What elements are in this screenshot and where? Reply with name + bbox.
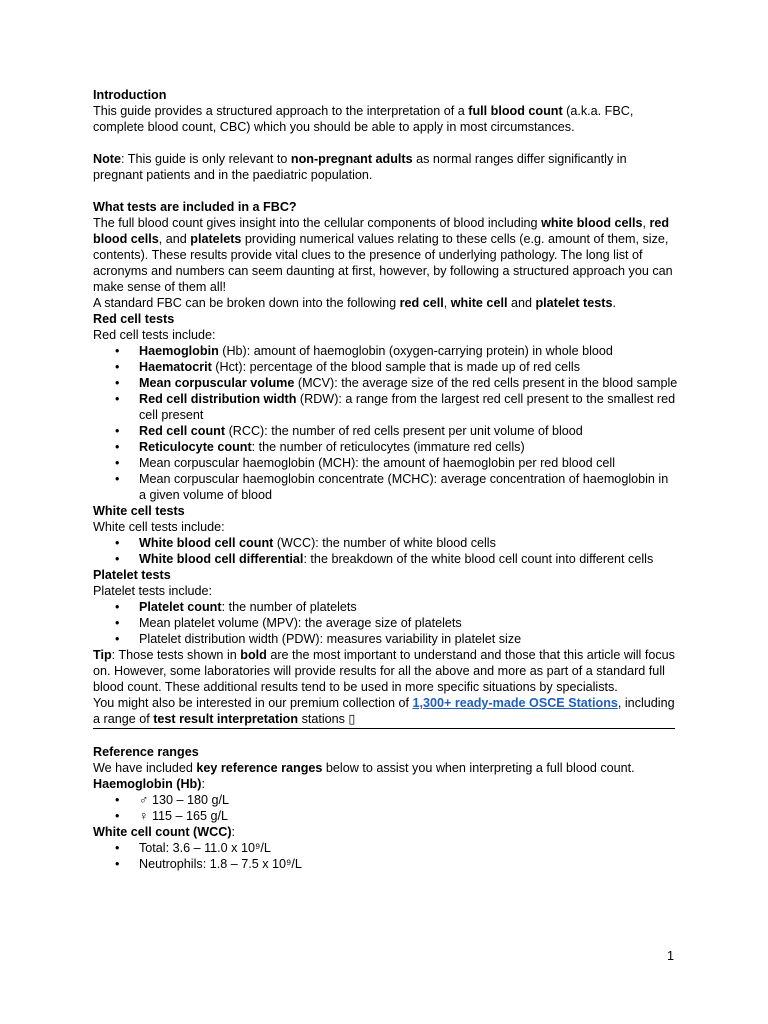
list-item: • Mean corpuscular volume (MCV): the average size of the red cells present in the blood sample: [93, 375, 678, 391]
list-item: • Platelet count: the number of platelets: [93, 599, 678, 615]
white-cell-intro: White cell tests include:: [93, 520, 225, 534]
list-item: • Reticulocyte count: the number of reticulocytes (immature red cells): [93, 439, 678, 455]
list-item: • Haematocrit (Hct): percentage of the blood sample that is made up of red cells: [93, 359, 678, 375]
ranges-heading: Reference ranges: [93, 745, 199, 759]
platelet-heading: Platelet tests: [93, 568, 171, 582]
red-cell-heading: Red cell tests: [93, 312, 175, 326]
wcc-heading: White cell count (WCC):: [93, 825, 236, 839]
note-paragraph: Note: This guide is only relevant to non-pregnant adults as normal ranges differ significantly in pregnant patients and in the paediatric population.: [93, 152, 627, 182]
list-item: • Platelet distribution width (PDW): measures variability in platelet size: [93, 631, 678, 647]
list-item: • ♀ 115 – 165 g/L: [93, 808, 678, 824]
horizontal-rule: [93, 728, 675, 729]
breakdown-paragraph: A standard FBC can be broken down into the following red cell, white cell and platelet tests.: [93, 296, 616, 310]
red-cell-list: [93, 343, 678, 503]
tip-paragraph: Tip: Those tests shown in bold are the most important to understand and those that this article will focus on. However, some laboratories will provide results for all the above and more as part of a standard full blood count. These additional results tend to be used in more specific situations by specialists.: [93, 648, 675, 694]
white-cell-heading: White cell tests: [93, 504, 185, 518]
list-item: • Mean corpuscular haemoglobin concentrate (MCHC): average concentration of haemoglobin in a given volume of blood: [93, 471, 678, 503]
osce-stations-link[interactable]: 1,300+ ready-made OSCE Stations: [412, 696, 618, 710]
intro-paragraph: This guide provides a structured approach to the interpretation of a full blood count (a.k.a. FBC, complete blood count, CBC) which you should be able to apply in most circumstances.: [93, 104, 634, 134]
list-item: • White blood cell count (WCC): the number of white blood cells: [93, 535, 678, 551]
list-item: • ♂ 130 – 180 g/L: [93, 792, 678, 808]
intro-heading: Introduction: [93, 88, 167, 102]
document-page: [93, 87, 678, 872]
missing-glyph-icon: ▯: [348, 712, 356, 726]
list-item: • Red cell count (RCC): the number of red cells present per unit volume of blood: [93, 423, 678, 439]
list-item: • Mean platelet volume (MPV): the average size of platelets: [93, 615, 678, 631]
ranges-paragraph: We have included key reference ranges below to assist you when interpreting a full blood count.: [93, 761, 635, 775]
promo-paragraph: You might also be interested in our premium collection of 1,300+ ready-made OSCE Stations, including a range of test result interpretation stations ▯: [93, 696, 675, 726]
white-cell-list: [93, 535, 678, 567]
wcc-range-list: [93, 840, 678, 872]
platelet-intro: Platelet tests include:: [93, 584, 213, 598]
tests-heading: What tests are included in a FBC?: [93, 200, 297, 214]
list-item: • Red cell distribution width (RDW): a range from the largest red cell present to the smallest red cell present: [93, 391, 678, 423]
list-item: • Mean corpuscular haemoglobin (MCH): the amount of haemoglobin per red blood cell: [93, 455, 678, 471]
hb-range-list: [93, 792, 678, 824]
list-item: • Haemoglobin (Hb): amount of haemoglobin (oxygen-carrying protein) in whole blood: [93, 343, 678, 359]
page-number: 1: [667, 949, 675, 963]
tests-paragraph: The full blood count gives insight into the cellular components of blood including white blood cells, red blood cells, and platelets providing numerical values relating to these cells (e.g. amount of them, size, contents). These results provide vital clues to the presence of underlying pathology. The long list of acronyms and numbers can seem daunting at first, however, by following a structured approach you can make sense of them all!: [93, 216, 673, 294]
hb-heading: Haemoglobin (Hb):: [93, 777, 205, 791]
list-item: • Total: 3.6 – 11.0 x 10⁹/L: [93, 840, 678, 856]
list-item: • White blood cell differential: the breakdown of the white blood cell count into different cells: [93, 551, 678, 567]
red-cell-intro: Red cell tests include:: [93, 328, 216, 342]
platelet-list: [93, 599, 678, 647]
list-item: • Neutrophils: 1.8 – 7.5 x 10⁹/L: [93, 856, 678, 872]
